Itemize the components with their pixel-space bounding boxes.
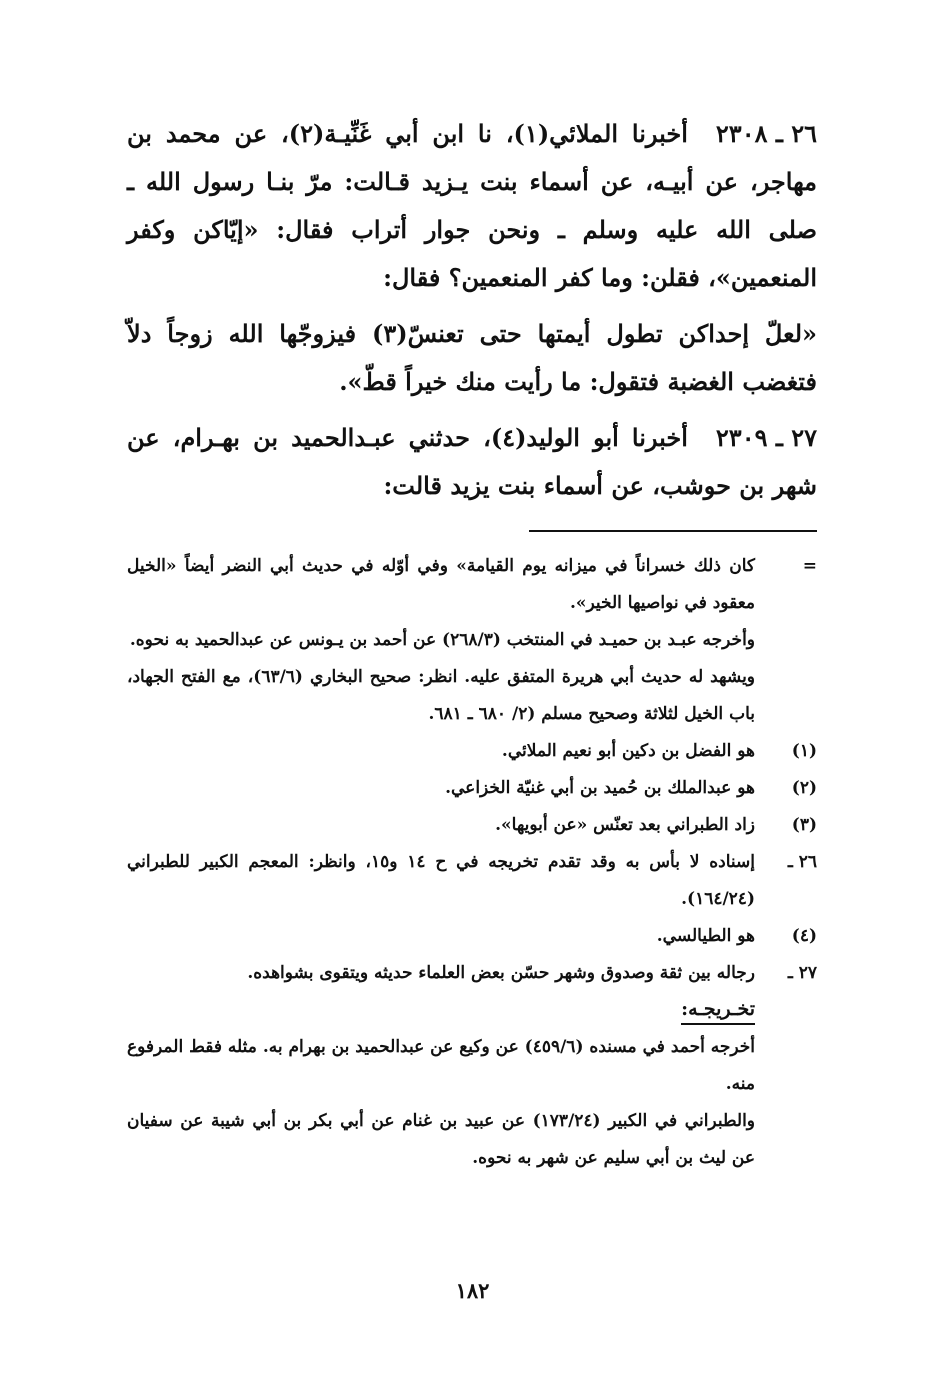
hadith-text: أخبرنا أبو الوليد(٤)، حدثني عبـدالحميد بن بهـرام، عن شهر بن حوشب، عن أسماء بنت يزيد قالت:: [127, 423, 817, 500]
hadith-2308: [127, 110, 817, 302]
footnote-marker: ٢٦ ـ: [787, 852, 817, 872]
footnote-text: كان ذلك خسراناً في ميزانه يوم القيامة» وفي أوّله في حديث أبي النضر أيضاً «الخيل معقود في نواصيها الخير».: [127, 556, 755, 613]
footnote-text: هو الطيالسي.: [656, 926, 755, 946]
takhrij-section: [127, 992, 817, 1029]
footnote-separator: [529, 530, 817, 532]
footnote: [127, 548, 817, 622]
footnote-marker: (٣): [791, 815, 817, 835]
footnote-text: إسناده لا بأس به وقد تقدم تخريجه في ح ١٤ و١٥، وانظر: المعجم الكبير للطبراني (١٦٤/٢٤).: [127, 852, 755, 909]
footnote-text: هو عبدالملك بن حُميد بن أبي غنيّة الخزاعي.: [445, 778, 755, 798]
takhrij-line: [127, 1029, 817, 1103]
footnote: [127, 918, 817, 955]
footnote-text: هو الفضل بن دكين أبو نعيم الملائي.: [501, 741, 755, 761]
footnote: [127, 622, 817, 659]
footnote-marker: ٢٧ ـ: [787, 963, 817, 983]
hadith-text: أخبرنا الملائي(١)، نا ابن أبي غَنِّيـة(٢)، عن محمد بن مهاجر، عن أبيـه، عن أسماء بنت يـزيد قـالت: مرّ بنـا رسول الله ـ صلى الله عليه وسلم ـ ونحن جوار أتراب فقال: «إيّاكن وكفر المنعمين»، فقلن: وما كفر المنعمين؟ فقال:: [127, 119, 817, 292]
footnote: [127, 844, 817, 918]
footnote-text: ويشهد له حديث أبي هريرة المتفق عليه. انظر: صحيح البخاري (٦٣/٦)، مع الفتح الجهاد، باب الخيل لثلاثة وصحيح مسلم (٢/ ٦٨٠ ـ ٦٨١.: [127, 667, 756, 724]
footnote-text: زاد الطبراني بعد تعنّس «عن أبويها».: [495, 815, 755, 835]
main-text: [127, 110, 817, 518]
takhrij-text: والطبراني في الكبير (١٧٣/٢٤) عن عبيد بن غنام عن أبي بكر بن أبي شيبة عن سفيان عن ليث بن أبي سليم عن شهر به نحوه.: [127, 1111, 756, 1168]
footnote-marker: =: [802, 556, 817, 576]
takhrij-line: [127, 1103, 817, 1177]
hadith-2308-quote: «لعلّ إحداكن تطول أيمتها حتى تعنسّ(٣) فيزوجّها الله زوجاً دلاّ فتغضب الغضبة فتقول: ما رأيت منك خيراً قطّ».: [127, 319, 818, 396]
hadith-number: ٢٦ ـ ٢٣٠٨: [715, 119, 817, 148]
footnote: [127, 659, 817, 733]
footnote-text: رجاله بين ثقة وصدوق وشهر حسّن بعض العلماء حديثه ويتقوى بشواهده.: [247, 963, 755, 983]
footnote: [127, 955, 817, 992]
footnotes: [127, 548, 817, 1177]
footnote: [127, 807, 817, 844]
footnote: [127, 770, 817, 807]
hadith-2309: [127, 414, 817, 510]
page-number: ١٨٢: [455, 1278, 490, 1303]
footnote-text: وأخرجه عبـد بن حميـد في المنتخب (٢٦٨/٣) عن أحمد بن يـونس عن عبدالحميد به نحوه.: [129, 630, 755, 650]
footnote-marker: (١): [791, 741, 817, 761]
hadith-number: ٢٧ ـ ٢٣٠٩: [715, 423, 817, 452]
takhrij-text: أخرجه أحمد في مسنده (٤٥٩/٦) عن وكيع عن عبدالحميد بن بهرام به. مثله فقط المرفوع منه.: [127, 1037, 755, 1094]
takhrij-heading: تخـريجـه:: [681, 995, 755, 1025]
footnote-marker: (٢): [791, 778, 817, 798]
footnote-marker: (٤): [791, 926, 817, 946]
footnote: [127, 733, 817, 770]
